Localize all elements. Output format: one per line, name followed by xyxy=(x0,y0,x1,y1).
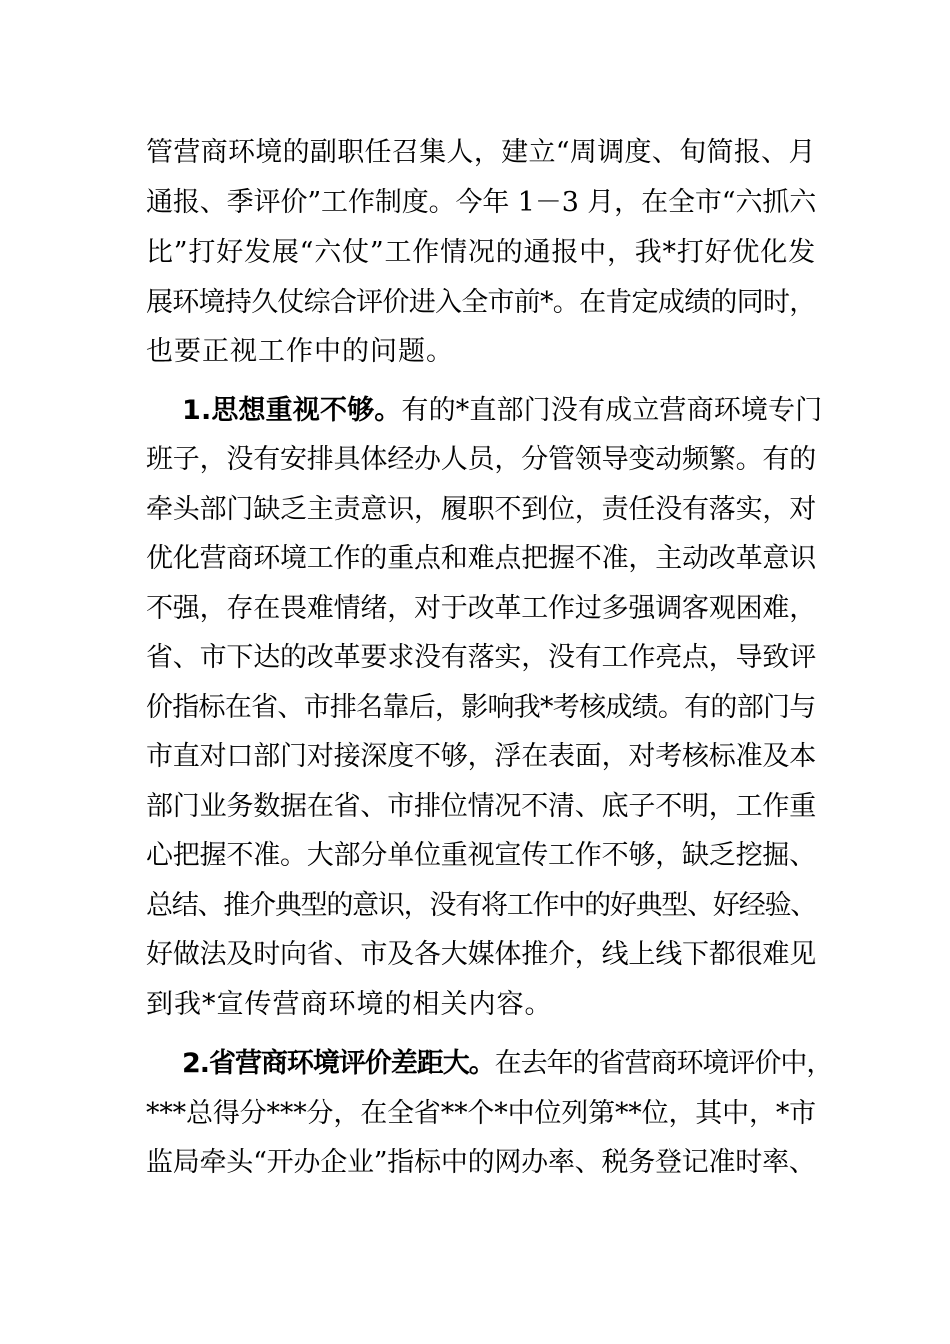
section1-line-10: 心把握不准。大部分单位重视宣传工作不够，缺乏挖掘、 xyxy=(146,840,816,871)
section1-line-5: 不强，存在畏难情绪，对于改革工作过多强调客观困难， xyxy=(146,593,816,624)
section1-line-11: 总结、推介典型的意识，没有将工作中的好典型、好经验、 xyxy=(146,890,816,921)
intro-line-5: 也要正视工作中的问题。 xyxy=(146,336,454,367)
section1-line-6: 省、市下达的改革要求没有落实，没有工作亮点，导致评 xyxy=(146,642,816,673)
section1-line-13: 到我*宣传营商环境的相关内容。 xyxy=(146,989,553,1020)
intro-line-3: 比”打好发展“六仗”工作情况的通报中，我*打好优化发 xyxy=(146,237,816,268)
intro-line-4: 展环境持久仗综合评价进入全市前*。在肯定成绩的同时， xyxy=(146,287,816,318)
section1-first-line xyxy=(182,391,822,431)
section1-line-12: 好做法及时向省、市及各大媒体推介，线上线下都很难见 xyxy=(146,939,816,970)
intro-line-2: 通报、季评价”工作制度。今年 1－3 月，在全市“六抓六 xyxy=(146,187,817,218)
section1-line-2: 班子，没有安排具体经办人员，分管领导变动频繁。有的 xyxy=(146,444,816,475)
section1-line-7: 价指标在省、市排名靠后，影响我*考核成绩。有的部门与 xyxy=(146,692,816,723)
section1-heading: 1.思想重视不够。 xyxy=(182,395,402,426)
section1-line-8: 市直对口部门对接深度不够，浮在表面，对考核标准及本 xyxy=(146,741,816,772)
section2-first-line-text: 在去年的省营商环境评价中， xyxy=(494,1048,833,1079)
section1-first-line-text: 有的*直部门没有成立营商环境专门 xyxy=(401,395,823,426)
section2-heading: 2.省营商环境评价差距大。 xyxy=(182,1048,495,1079)
section2-first-line xyxy=(182,1044,832,1084)
section1-line-3: 牵头部门缺乏主责意识，履职不到位，责任没有落实，对 xyxy=(146,494,816,525)
intro-line-1: 管营商环境的副职任召集人，建立“周调度、旬简报、月 xyxy=(146,137,816,168)
section2-line-2: ***总得分***分，在全省**个*中位列第**位，其中，*市 xyxy=(146,1098,816,1129)
section1-line-9: 部门业务数据在省、市排位情况不清、底子不明，工作重 xyxy=(146,791,816,822)
section2-line-3: 监局牵头“开办企业”指标中的网办率、税务登记准时率、 xyxy=(146,1147,816,1178)
section1-line-4: 优化营商环境工作的重点和难点把握不准，主动改革意识 xyxy=(146,543,816,574)
